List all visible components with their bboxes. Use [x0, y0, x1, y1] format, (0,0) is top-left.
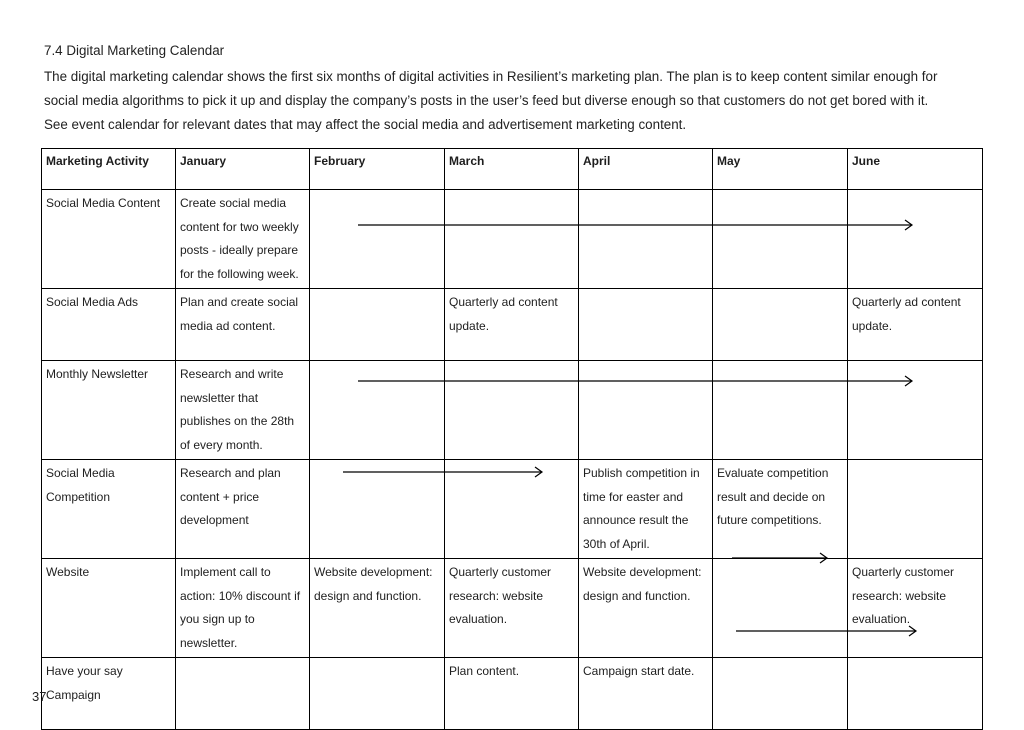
cell-may: Evaluate competition result and decide on future competitions. — [713, 460, 848, 559]
cell-april — [579, 289, 713, 361]
cell-march — [445, 361, 579, 460]
activity-cell: Monthly Newsletter — [42, 361, 176, 460]
cell-june — [848, 361, 983, 460]
cell-february — [310, 658, 445, 730]
cell-february — [310, 289, 445, 361]
page-number: 37 — [32, 689, 47, 704]
header-june: June — [848, 149, 983, 190]
intro-line: The digital marketing calendar shows the first six months of digital activities in Resilient’s marketing plan. The plan is to keep content similar enough for — [44, 69, 938, 84]
cell-may — [713, 289, 848, 361]
cell-january: Create social media content for two weekly posts - ideally prepare for the following week. — [176, 190, 310, 289]
marketing-calendar-table-wrap — [41, 148, 982, 702]
cell-february — [310, 361, 445, 460]
marketing-calendar-table — [41, 148, 983, 730]
cell-january: Plan and create social media ad content. — [176, 289, 310, 361]
cell-april — [579, 190, 713, 289]
cell-january: Implement call to action: 10% discount if you sign up to newsletter. — [176, 559, 310, 658]
cell-april: Publish competition in time for easter and announce result the 30th of April. — [579, 460, 713, 559]
cell-may — [713, 559, 848, 658]
intro-line: social media algorithms to pick it up and display the company’s posts in the user’s feed but diverse enough so that customers do not get bored with it. — [44, 93, 929, 108]
cell-january: Research and write newsletter that publishes on the 28th of every month. — [176, 361, 310, 460]
cell-march: Plan content. — [445, 658, 579, 730]
header-march: March — [445, 149, 579, 190]
cell-may — [713, 658, 848, 730]
cell-february — [310, 460, 445, 559]
cell-january: Research and plan content + price development — [176, 460, 310, 559]
cell-june: Quarterly ad content update. — [848, 289, 983, 361]
cell-june — [848, 658, 983, 730]
cell-february: Website development: design and function. — [310, 559, 445, 658]
table-row — [42, 190, 983, 289]
activity-cell: Social Media Content — [42, 190, 176, 289]
cell-june — [848, 190, 983, 289]
cell-april — [579, 361, 713, 460]
header-january: January — [176, 149, 310, 190]
header-may: May — [713, 149, 848, 190]
cell-march: Quarterly ad content update. — [445, 289, 579, 361]
cell-april: Website development: design and function. — [579, 559, 713, 658]
section-heading: 7.4 Digital Marketing Calendar — [44, 43, 225, 58]
activity-cell: Website — [42, 559, 176, 658]
header-february: February — [310, 149, 445, 190]
cell-june — [848, 460, 983, 559]
cell-june: Quarterly customer research: website evaluation. — [848, 559, 983, 658]
table-row — [42, 559, 983, 658]
intro-paragraph — [44, 65, 994, 137]
activity-cell: Social Media Ads — [42, 289, 176, 361]
table-header-row — [42, 149, 983, 190]
activity-cell: Have your say Campaign — [42, 658, 176, 730]
table-row — [42, 361, 983, 460]
cell-march — [445, 190, 579, 289]
table-row — [42, 658, 983, 730]
activity-cell: Social Media Competition — [42, 460, 176, 559]
header-activity: Marketing Activity — [42, 149, 176, 190]
cell-april: Campaign start date. — [579, 658, 713, 730]
intro-line: See event calendar for relevant dates that may affect the social media and advertisement marketing content. — [44, 117, 687, 132]
cell-march — [445, 460, 579, 559]
cell-may — [713, 361, 848, 460]
table-row — [42, 460, 983, 559]
header-april: April — [579, 149, 713, 190]
cell-march: Quarterly customer research: website evaluation. — [445, 559, 579, 658]
table-row — [42, 289, 983, 361]
cell-february — [310, 190, 445, 289]
cell-may — [713, 190, 848, 289]
cell-january — [176, 658, 310, 730]
